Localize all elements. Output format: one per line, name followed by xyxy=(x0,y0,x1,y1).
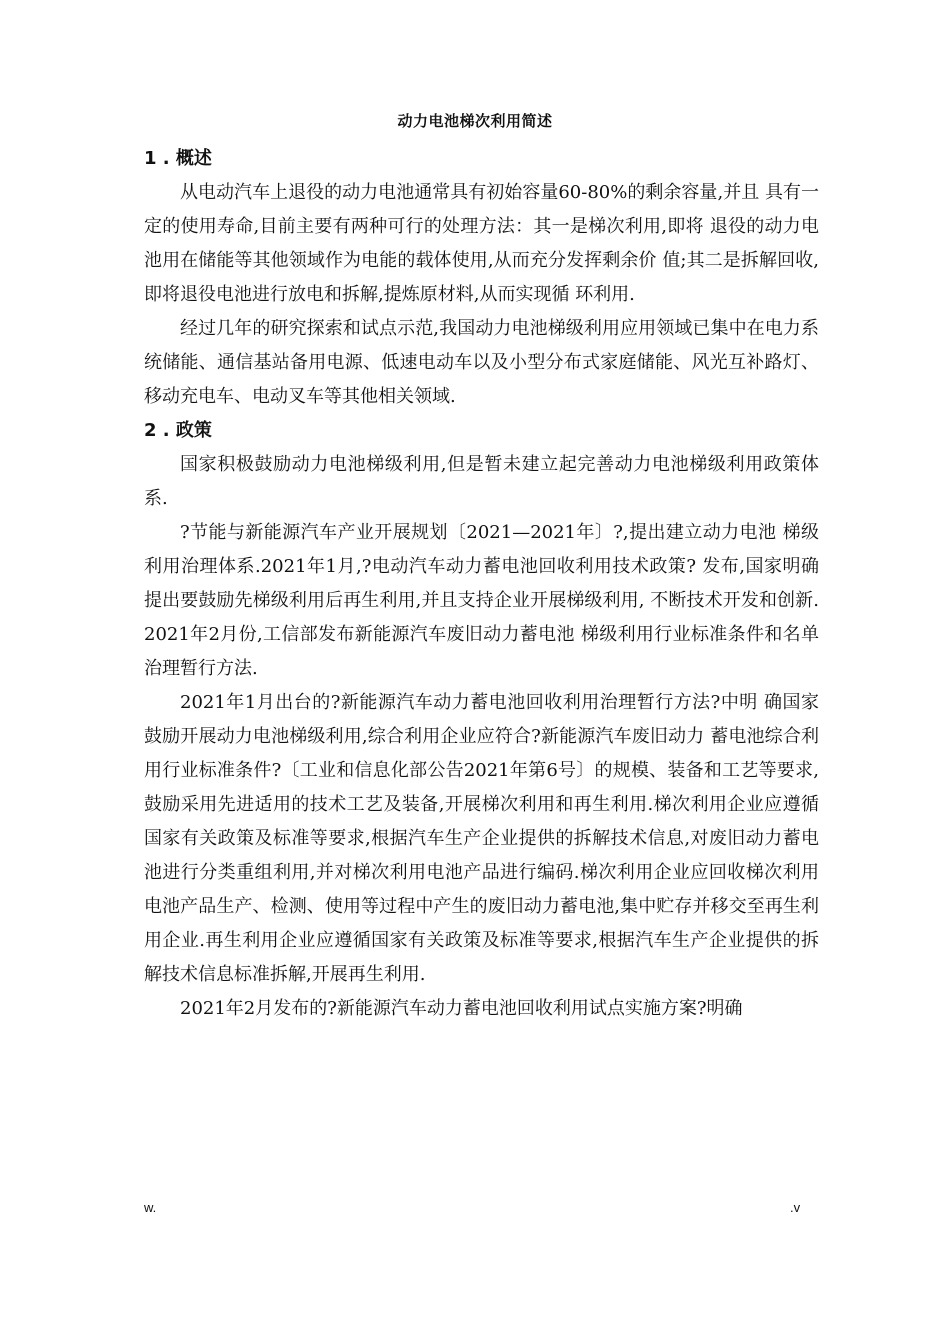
paragraph: 从电动汽车上退役的动力电池通常具有初始容量60-80%的剩余容量,并且 具有一定的使用寿命,目前主要有两种可行的处理方法：其一是梯次利用,即将 退役的动力电池用在储能等其他领域作为电能的载体使用,从而充分发挥剩余价 值;其二是拆解回收,即将退役电池进行放电和拆解,提炼原材料,从而实现循 环利用. xyxy=(144,182,819,305)
paragraph: ?节能与新能源汽车产业开展规划〔2021—2021年〕?,提出建立动力电池 梯级利用治理体系.2021年1月,?电动汽车动力蓄电池回收利用技术政策? 发布,国家明确提出要鼓励先梯级利用后再生利用,并且支持企业开展梯级利用, 不断技术开发和创新.2021年2月份,工信部发布新能源汽车废旧动力蓄电池 梯级利用行业标准条件和名单治理暂行方法. xyxy=(144,522,819,679)
paragraph: 国家积极鼓励动力电池梯级利用,但是暂未建立起完善动力电池梯级利用政策体系. xyxy=(144,454,819,509)
footer-left-mark: w. xyxy=(144,1200,157,1215)
footer-right-mark: .v xyxy=(790,1200,801,1215)
paragraph: 经过几年的研究探索和试点示范,我国动力电池梯级利用应用领域已集中在电力系统储能、通信基站备用电源、低速电动车以及小型分布式家庭储能、风光互补路灯、移动充电车、电动叉车等其他相关领域. xyxy=(144,318,819,407)
paragraph: 2021年1月出台的?新能源汽车动力蓄电池回收利用治理暂行方法?中明 确国家鼓励开展动力电池梯级利用,综合利用企业应符合?新能源汽车废旧动力 蓄电池综合利用行业标准条件?〔工业和信息化部公告2021年第6号〕的规模、装备和工艺等要求,鼓励采用先进适用的技术工艺及装备,开展梯次利用和再生利用.梯次利用企业应遵循国家有关政策及标准等要求,根据汽车生产企业提供的拆解技术信息,对废旧动力蓄电池进行分类重组利用,并对梯次利用电池产品进行编码.梯次利用企业应回收梯次利用电池产品生产、检测、使用等过程中产生的废旧动力蓄电池,集中贮存并移交至再生利用企业.再生利用企业应遵循国家有关政策及标准等要求,根据汽车生产企业提供的拆解技术信息标准拆解,开展再生利用. xyxy=(144,692,819,985)
document-body xyxy=(144,142,819,1026)
paragraph: 2021年2月发布的?新能源汽车动力蓄电池回收利用试点实施方案?明确 xyxy=(180,998,743,1019)
document-title: 动力电池梯次利用简述 xyxy=(397,112,553,130)
section-heading-overview: 1 . 概述 xyxy=(144,148,212,169)
section-heading-policy: 2 . 政策 xyxy=(144,420,212,441)
